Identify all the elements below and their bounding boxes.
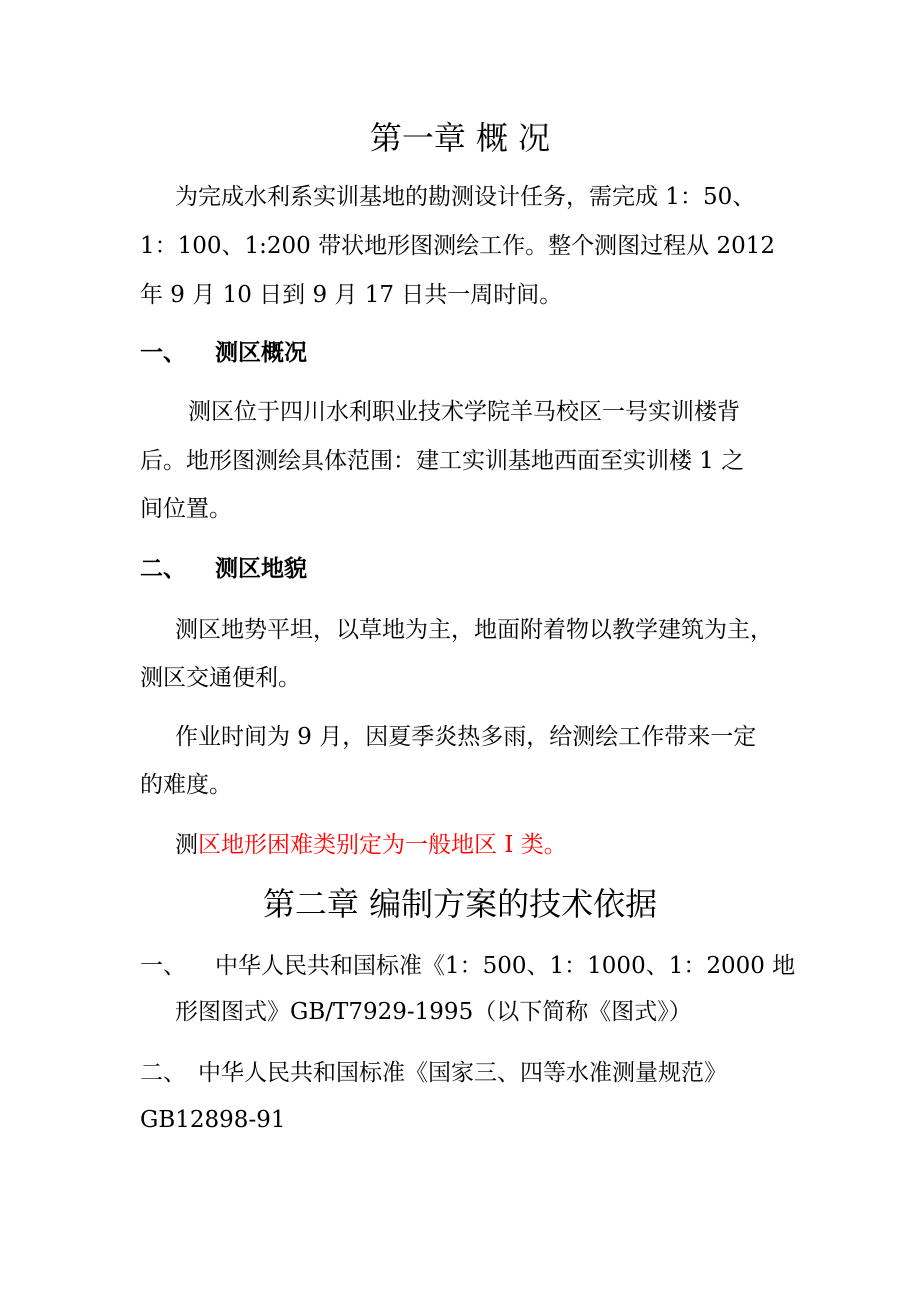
intro-line-1: 为完成水利系实训基地的勘测设计任务，需完成 1：50、 <box>175 184 756 210</box>
chapter2-title: 第二章 编制方案的技术依据 <box>262 885 658 923</box>
section2-para3-prefix: 测 <box>175 832 198 858</box>
intro-line-2: 1：100、1:200 带状地形图测绘工作。整个测图过程从 2012 <box>140 233 775 259</box>
chapter2-item-1-number: 一、 <box>140 953 186 979</box>
section1-line-2: 后。地形图测绘具体范围：建工实训基地西面至实训楼 1 之 <box>140 448 745 474</box>
chapter2-item-1-line-1: 中华人民共和国标准《1：500、1：1000、1：2000 地 <box>215 953 796 979</box>
section1-number: 一、 <box>140 340 186 366</box>
section2-para3 <box>175 830 567 860</box>
section2-number: 二、 <box>140 556 186 582</box>
section1-line-3: 间位置。 <box>140 496 232 522</box>
section2-title: 测区地貌 <box>215 556 307 582</box>
section1-line-1: 测区位于四川水利职业技术学院羊马校区一号实训楼背 <box>188 399 740 425</box>
section2-para1-line-1: 测区地势平坦，以草地为主，地面附着物以教学建筑为主， <box>175 617 773 643</box>
chapter1-title: 第一章 概 况 <box>369 119 551 157</box>
intro-line-3: 年 9 月 10 日到 9 月 17 日共一周时间。 <box>140 282 563 308</box>
section1-title: 测区概况 <box>215 340 307 366</box>
chapter2-item-1-line-2: 形图图式》GB/T7929-1995（以下简称《图式》） <box>175 999 692 1025</box>
section2-para2-line-1: 作业时间为 9 月，因夏季炎热多雨，给测绘工作带来一定 <box>175 724 757 750</box>
section2-para1-line-2: 测区交通便利。 <box>140 665 301 691</box>
chapter2-item-2-number: 二、 <box>140 1060 186 1086</box>
section2-para2-line-2: 的难度。 <box>140 772 232 798</box>
chapter2-item-2-line-1: 中华人民共和国标准《国家三、四等水准测量规范》 <box>198 1060 727 1086</box>
chapter2-item-2-line-2: GB12898-91 <box>140 1107 286 1133</box>
section2-para3-highlight: 区地形困难类别定为一般地区 I 类。 <box>198 832 567 858</box>
